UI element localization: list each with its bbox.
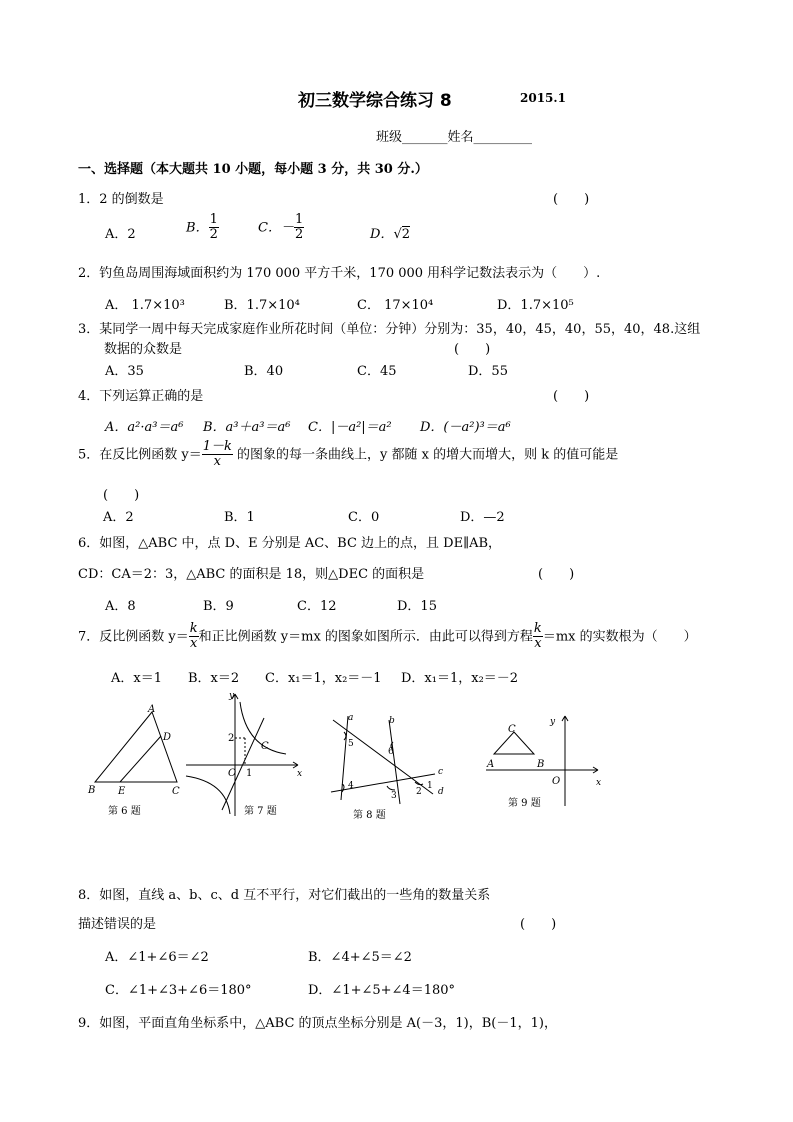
fig9-label-a: A (487, 759, 495, 770)
figure-7 (182, 688, 307, 828)
q6-option-b: B．9 (203, 599, 234, 614)
q1-option-c: C．－ $\frac{1}{2}$ (258, 212, 304, 243)
q7-stem: 7．反比例函数 y＝ $\frac{k}{x}$ 和正比例函数 y＝mx 的图象如图所示．由此可以得到方程 $\frac{k}{x}$ ＝mx 的实数根为（ ） (78, 621, 697, 652)
q8-option-d: D．∠1+∠5+∠4＝180° (308, 983, 456, 998)
fig8-label-3: 3 (391, 791, 397, 801)
q4-option-d: D．(－a²)³＝a⁶ (420, 420, 511, 435)
q5-option-c: C．0 (348, 510, 380, 525)
q5-option-d: D．—2 (460, 510, 505, 525)
q6-answer-paren: ( ) (538, 567, 575, 582)
fig6-label-a: A (148, 704, 156, 715)
q3-stem: 3．某同学一周中每天完成家庭作业所花时间（单位：分钟）分别为：35，40，45，40，55，40，48.这组 (78, 322, 701, 337)
page-title: 初三数学综合练习 8 (298, 91, 452, 111)
fig8-label-4: 4 (348, 781, 354, 791)
fig7-label-y: y (229, 691, 235, 701)
q1-stem: 1．2 的倒数是 (78, 192, 164, 207)
page-date: 2015.1 (520, 91, 566, 105)
q2-stem: 2．钓鱼岛周围海域面积约为 170 000 平方千米，170 000 用科学记数法表示为（ ）. (78, 266, 601, 281)
q5-stem: 5．在反比例函数 y＝ $\frac{1-k}{x}$ 的图象的每一条曲线上，y 都随 x 的增大而增大，则 k 的值可能是 (78, 439, 619, 470)
q5-answer-paren: ( ) (103, 488, 140, 503)
fig8-caption: 第 8 题 (353, 810, 386, 821)
fig8-label-5: 5 (348, 739, 354, 749)
fig9-label-x: x (596, 778, 602, 788)
fig7-label-1: 1 (246, 768, 253, 779)
fig9-label-y: y (550, 717, 556, 727)
fig6-label-b: B (88, 785, 96, 796)
q3-option-d: D．55 (468, 364, 508, 379)
fig7-label-o: O (228, 768, 237, 779)
fig7-curve-q3 (186, 776, 230, 814)
fig6-label-c: C (172, 786, 180, 797)
q3-stem-2: 数据的众数是 (104, 342, 183, 357)
q6-option-d: D．15 (397, 599, 437, 614)
fig8-label-6: 6 (388, 747, 394, 757)
q8-stem-2: 描述错误的是 (78, 917, 157, 932)
q2-option-c: C． 17×10⁴ (357, 298, 434, 313)
figure-8 (323, 708, 453, 828)
q1-option-a: A．2 (105, 227, 136, 242)
q3-option-b: B．40 (244, 364, 284, 379)
q1-answer-paren: ( ) (553, 192, 590, 207)
fig8-label-c: c (438, 767, 444, 777)
fig7-label-c: C (261, 741, 269, 752)
q2-option-a: A． 1.7×10³ (105, 298, 185, 313)
q8-option-c: C．∠1+∠3+∠6＝180° (105, 983, 252, 998)
q4-option-a: A．a²·a³＝a⁶ (105, 420, 184, 435)
figure-6 (82, 700, 192, 825)
q7-option-b: B．x＝2 (188, 671, 240, 686)
fig8-label-1: 1 (427, 781, 433, 791)
fig7-caption: 第 7 题 (244, 806, 277, 817)
q3-option-a: A．35 (105, 364, 144, 379)
q7-option-c: C．x₁＝1，x₂＝－1 (265, 671, 382, 686)
q3-answer-paren: ( ) (454, 342, 491, 357)
q5-option-a: A．2 (103, 510, 134, 525)
q4-stem: 4．下列运算正确的是 (78, 389, 204, 404)
q3-option-c: C．45 (357, 364, 397, 379)
q5-option-b: B．1 (224, 510, 255, 525)
class-name-line: 班级_______姓名_________ (376, 130, 533, 145)
q6-option-c: C．12 (297, 599, 337, 614)
q6-stem-2: CD：CA＝2：3，△ABC 的面积是 18，则△DEC 的面积是 (78, 567, 425, 582)
q4-answer-paren: ( ) (553, 389, 590, 404)
fig8-angle-3 (387, 786, 395, 790)
fig8-label-a: a (348, 713, 354, 723)
fig9-label-c: C (508, 724, 516, 735)
fig7-line (222, 718, 264, 810)
q1-option-d: D．√2 (370, 227, 411, 242)
fig6-label-e: E (118, 786, 126, 797)
fig7-label-2: 2 (228, 733, 235, 744)
fig7-label-x: x (297, 769, 303, 779)
q8-answer-paren: ( ) (520, 917, 557, 932)
fig8-label-d: d (438, 787, 444, 797)
figure-9 (478, 710, 608, 815)
q9-stem: 9．如图，平面直角坐标系中，△ABC 的顶点坐标分别是 A(－3，1)，B(－1，1)， (78, 1016, 557, 1031)
q8-option-a: A．∠1+∠6＝∠2 (105, 950, 209, 965)
fig9-label-o: O (552, 776, 561, 787)
q7-option-d: D．x₁＝1，x₂＝－2 (401, 671, 519, 686)
fig8-label-b: b (389, 716, 395, 726)
q6-stem: 6．如图，△ABC 中，点 D、E 分别是 AC、BC 边上的点，且 DE∥AB， (78, 536, 502, 551)
fig6-caption: 第 6 题 (108, 806, 141, 817)
q6-option-a: A．8 (105, 599, 136, 614)
fig9-caption: 第 9 题 (508, 798, 541, 809)
q2-option-b: B．1.7×10⁴ (224, 298, 300, 313)
q4-option-c: C．|－a²|＝a² (308, 420, 392, 435)
fig8-label-2: 2 (416, 787, 422, 797)
q8-option-b: B．∠4+∠5＝∠2 (308, 950, 412, 965)
fig9-triangle-abc (494, 732, 534, 754)
q7-option-a: A．x＝1 (111, 671, 162, 686)
q8-stem: 8．如图，直线 a、b、c、d 互不平行，对它们截出的一些角的数量关系 (78, 888, 491, 903)
fig6-triangle-abc (95, 712, 177, 782)
fig9-label-b: B (537, 759, 545, 770)
q2-option-d: D．1.7×10⁵ (497, 298, 574, 313)
section-heading: 一、选择题（本大题共 10 小题，每小题 3 分，共 30 分.） (78, 162, 428, 177)
fig6-segment-de (120, 736, 161, 782)
q4-option-b: B．a³＋a³＝a⁶ (203, 420, 291, 435)
q1-option-b: B． $\frac{1}{2}$ (186, 212, 218, 243)
fig6-label-d: D (163, 732, 172, 743)
